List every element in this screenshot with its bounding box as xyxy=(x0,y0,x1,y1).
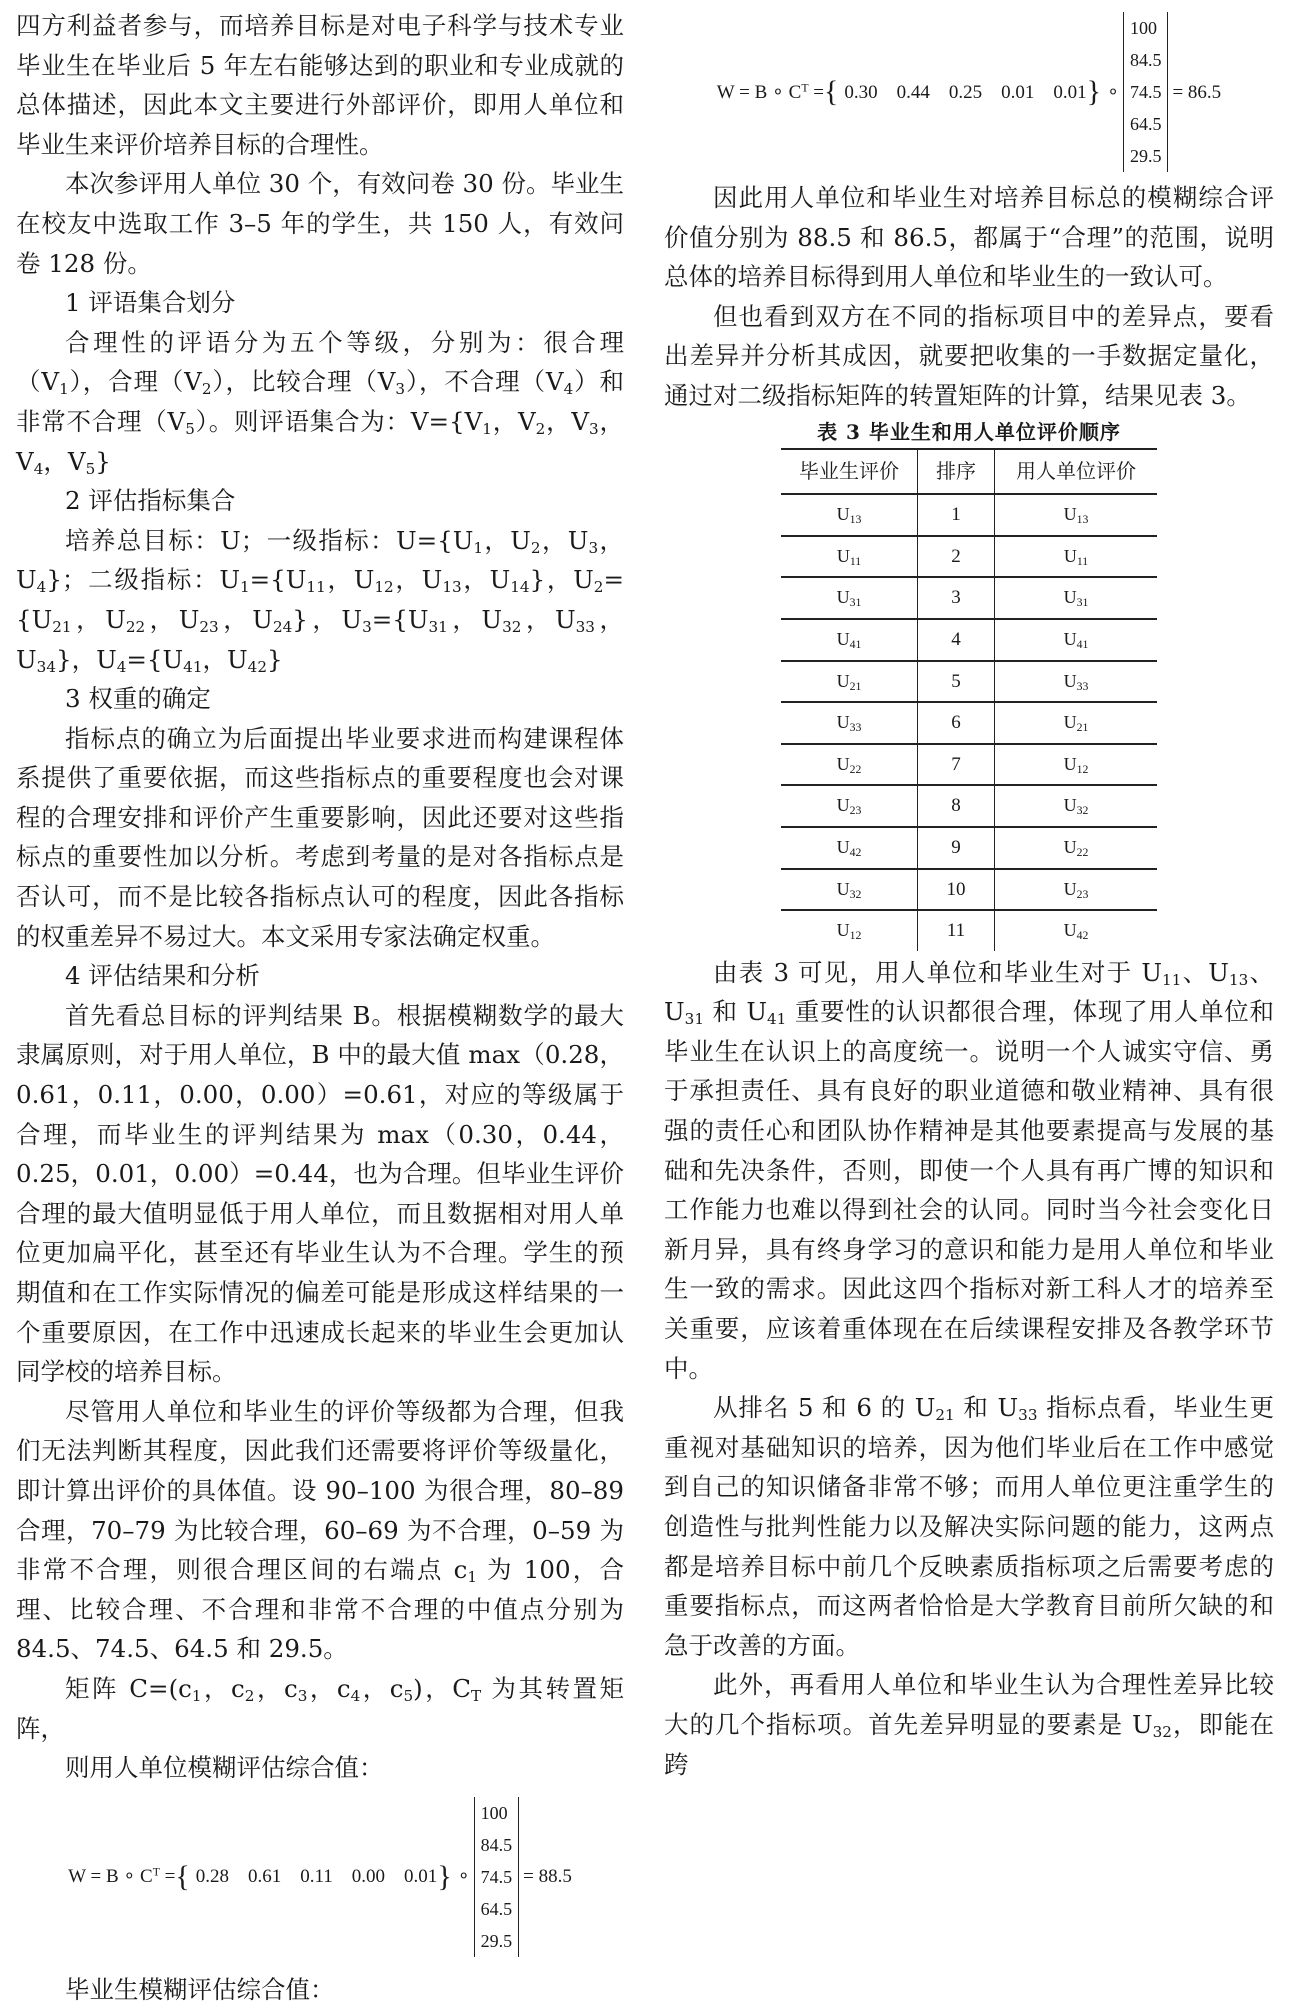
index-cell: $U_{23}$ xyxy=(781,785,918,827)
table-header-row xyxy=(781,449,1157,495)
table-caption: 表 3 毕业生和用人单位评价顺序 xyxy=(817,419,1121,444)
rank-cell: 2 xyxy=(918,536,995,578)
index-cell: $U_{32}$ xyxy=(995,785,1158,827)
index-cell: $U_{41}$ xyxy=(995,619,1158,661)
table-row xyxy=(781,910,1157,951)
rank-cell: 9 xyxy=(918,827,995,869)
paragraph: 首先看总目标的评判结果 B。根据模糊数学的最大隶属原则，对于用人单位，B 中的最大值 max（0.28，0.61，0.11，0.00，0.00）=0.61，对应的等级属于合理，而毕业生的评判结果为 max（0.30，0.44，0.25，0.01，0.00）=0.44，也为合理。但毕业生评价合理的最大值明显低于用人单位，而且数据相对用人单位更加扁平化，甚至还有毕业生认为不合理。学生的预期值和在工作实际情况的偏差可能是形成这样结果的一个重要原因，在工作中迅速成长起来的毕业生会更加认同学校的培养目标。 xyxy=(16,1000,624,1387)
index-cell: $U_{22}$ xyxy=(995,827,1158,869)
rank-cell: 1 xyxy=(918,494,995,536)
score-column-vector: 100 84.5 74.5 64.5 29.5 xyxy=(1123,12,1169,172)
index-cell: $U_{42}$ xyxy=(1063,920,1089,943)
paragraph: 本次参评用人单位 30 个，有效问卷 30 份。毕业生在校友中选取工作 3–5 年的学生，共 150 人，有效问卷 128 份。 xyxy=(16,169,624,278)
paragraph-matrix: 矩阵 $C=(c_1$，$c_2$，$c_3$，$c_4$，$c_5$)，$C_T$ 为其转置矩阵， xyxy=(16,1673,624,1743)
index-cell: $U_{21}$ xyxy=(781,661,918,703)
index-cell: $U_{11}$ xyxy=(995,536,1158,578)
paragraph: 尽管用人单位和毕业生的评价等级都为合理，但我们无法判断其程度，因此我们还需要将评价等级量化，即计算出评价的具体值。设 90–100 为很合理，80–89 合理，70–79 为比较合理，60–69 为不合理，0–59 为非常不合理，则很合理区间的右端点 $c_1$ 为 100，合理、比较合理、不合理和非常不合理的中值点分别为 84.5、74.5、64.5 和 29.5。 xyxy=(16,1396,624,1664)
index-cell: $U_{22}$ xyxy=(781,744,918,786)
rank-cell: 11 xyxy=(918,910,995,951)
table-header: 排序 xyxy=(918,449,995,495)
table-row xyxy=(781,785,1157,827)
table-row xyxy=(781,494,1157,536)
paragraph: 指标点的确立为后面提出毕业要求进而构建课程体系提供了重要依据，而这些指标点的重要程度也会对课程的合理安排和评价产生重要影响，因此还要对这些指标点的重要性加以分析。考虑到考量的是对各指标点是否认可，而不是比较各指标点认可的程度，因此各指标的权重差异不易过大。本文采用专家法确定权重。 xyxy=(16,723,624,951)
index-cell: $U_{11}$ xyxy=(781,536,918,578)
paragraph: 则用人单位模糊评估综合值： xyxy=(65,1753,384,1783)
index-cell: $U_{32}$ xyxy=(781,869,918,911)
equation-employer: W = B ∘ $C^T$ = { 0.28 0.61 0.11 0.00 0.01 } ∘ 100 84.5 74.5 64.5 29.5 = 88.5 xyxy=(16,1788,624,1966)
index-cell: $U_{13}$ xyxy=(781,494,918,536)
table-header: 用人单位评价 xyxy=(995,449,1158,495)
rank-cell: 3 xyxy=(918,577,995,619)
index-cell: $U_{31}$ xyxy=(781,577,918,619)
paragraph: 毕业生模糊评估综合值： xyxy=(65,1974,335,2004)
table-row xyxy=(781,536,1157,578)
paragraph: 从排名 5 和 6 的 $U_{21}$ 和 $U_{33}$ 指标点看，毕业生更重视对基础知识的培养，因为他们毕业后在工作中感觉到自己的知识储备非常不够；而用人单位更注重学生的创造性与批判性能力以及解决实际问题的能力，这两点都是培养目标中前几个反映素质指标项之后需要考虑的重要指标点，而这两者恰恰是大学教育目前所欠缺的和急于改善的方面。 xyxy=(664,1393,1274,1660)
rank-cell: 6 xyxy=(918,702,995,744)
weight-vector: 0.28 0.61 0.11 0.00 0.01 xyxy=(195,1866,438,1888)
paragraph: 由表 3 可见，用人单位和毕业生对于 $U_{11}$、$U_{13}$、$U_{31}$ 和 $U_{41}$ 重要性的认识都很合理，体现了用人单位和毕业生在认识上的高度统一。说明一个人诚实守信、勇于承担责任、具有良好的职业道德和敬业精神、具有很强的责任心和团队协作精神是其他要素提高与发展的基础和先决条件，否则，即使一个人具有再广博的知识和工作能力也难以得到社会的认同。同时当今社会变化日新月异，具有终身学习的意识和能力是用人单位和毕业生一致的需求。因此这四个指标对新工科人才的培养至关重要，应该着重体现在在后续课程安排及各教学环节中。 xyxy=(664,957,1274,1383)
right-column xyxy=(664,6,1274,1784)
rank-cell: 7 xyxy=(918,744,995,786)
table-row xyxy=(781,661,1157,703)
paragraph: 此外，再看用人单位和毕业生认为合理性差异比较大的几个指标项。首先差异明显的要素是 $U_{32}$，即能在跨 xyxy=(664,1670,1275,1779)
section-heading-2: 2 评估指标集合 xyxy=(65,486,236,516)
rank-cell: 4 xyxy=(918,619,995,661)
index-cell: $U_{33}$ xyxy=(781,702,918,744)
equation-result: = 88.5 xyxy=(523,1866,572,1888)
left-column xyxy=(16,6,624,2009)
paragraph: 但也看到双方在不同的指标项目中的差异点，要看出差异并分析其成因，就要把收集的一手数据定量化，通过对二级指标矩阵的转置矩阵的计算，结果见表 3。 xyxy=(664,301,1274,410)
table-row xyxy=(781,619,1157,661)
score-column-vector: 100 84.5 74.5 64.5 29.5 xyxy=(474,1797,520,1957)
equation-result: = 86.5 xyxy=(1172,81,1222,103)
paragraph-evaluation-set: 合理性的评语分为五个等级，分别为：很合理$(V_1)$，合理$(V_2)$，比较合理$(V_3)$，不合理$(V_4)$和非常不合理$(V_5)$。则评语集合为：$V=\{V_1$，$V_2$，$V_3$，$V_4$，$V_5$} xyxy=(16,327,624,478)
paragraph: 因此用人单位和毕业生对培养目标总的模糊综合评价值分别为 88.5 和 86.5，都属于“合理”的范围，说明总体的培养目标得到用人单位和毕业生的一致认可。 xyxy=(664,183,1274,292)
table-row xyxy=(781,869,1157,911)
equation-graduate: W = B ∘ $C^T$ = { 0.30 0.44 0.25 0.01 0.01 } ∘ 100 84.5 74.5 64.5 29.5 = 86.5 xyxy=(664,6,1274,178)
paragraph-index-set: 培养总目标：U；一级指标：$U=\{U_1$，$U_2$，$U_3$，$U_4$}；二级指标：$U_1=\{U_{11}$，$U_{12}$，$U_{13}$，$U_{14}$}，$U_2=\{U_{21}$，$U_{22}$，$U_{23}$，$U_{24}$}，$U_3=\{U_{31}$，$U_{32}$，$U_{33}$，$U_{34}$}，$U_4=\{U_{41}$，$U_{42}$} xyxy=(16,525,625,676)
table-row xyxy=(781,827,1157,869)
rank-cell: 8 xyxy=(918,785,995,827)
index-cell: $U_{12}$ xyxy=(995,744,1158,786)
index-cell: $U_{23}$ xyxy=(995,869,1158,911)
table-header: 毕业生评价 xyxy=(781,449,918,495)
index-cell: $U_{31}$ xyxy=(995,577,1158,619)
rank-cell: 5 xyxy=(918,661,995,703)
table-row xyxy=(781,577,1157,619)
ranking-table xyxy=(781,448,1157,951)
weight-vector: 0.30 0.44 0.25 0.01 0.01 xyxy=(844,81,1087,103)
section-heading-3: 3 权重的确定 xyxy=(65,684,211,714)
index-cell: $U_{33}$ xyxy=(995,661,1158,703)
table-row xyxy=(781,702,1157,744)
index-cell: $U_{41}$ xyxy=(781,619,918,661)
index-cell: $U_{21}$ xyxy=(995,702,1158,744)
paragraph: 四方利益者参与，而培养目标是对电子科学与技术专业毕业生在毕业后 5 年左右能够达到的职业和专业成就的总体描述，因此本文主要进行外部评价，即用人单位和毕业生来评价培养目标的合理性。 xyxy=(16,11,624,159)
section-heading-4: 4 评估结果和分析 xyxy=(65,961,260,991)
index-cell: $U_{42}$ xyxy=(781,827,918,869)
index-cell: $U_{12}$ xyxy=(781,910,918,951)
index-cell: $U_{13}$ xyxy=(995,494,1158,536)
rank-cell: 10 xyxy=(918,869,995,911)
section-heading-1: 1 评语集合划分 xyxy=(65,288,236,318)
table-row xyxy=(781,744,1157,786)
